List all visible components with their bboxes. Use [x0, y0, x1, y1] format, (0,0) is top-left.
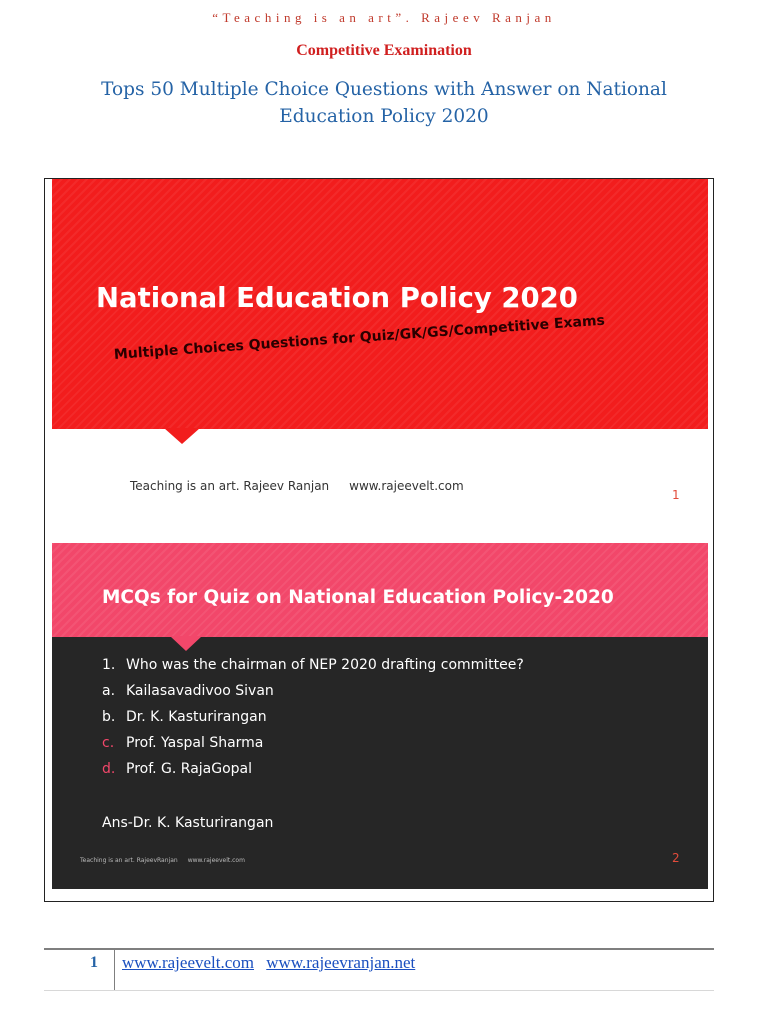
- slide-1: [52, 179, 708, 541]
- option-a: [102, 683, 274, 699]
- slide-1-subtitle: Multiple Choices Questions for Quiz/GK/GS/Competitive Exams: [113, 312, 606, 363]
- slide-2: [52, 543, 708, 889]
- option-text: Kailasavadivoo Sivan: [126, 683, 274, 699]
- footer-page-number: 1: [90, 954, 98, 971]
- option-c: [102, 735, 263, 751]
- option-marker: d.: [102, 761, 116, 777]
- slide-2-footer-site: www.rajeevelt.com: [187, 857, 245, 864]
- footer-divider-vertical: [114, 950, 115, 990]
- option-marker: a.: [102, 683, 116, 699]
- footer-link-rajeevranjan[interactable]: www.rajeevranjan.net: [266, 953, 416, 972]
- option-text: Prof. G. RajaGopal: [126, 761, 253, 777]
- slide-2-footer: [80, 857, 245, 864]
- slide-1-number: 1: [672, 488, 680, 502]
- option-text: Prof. Yaspal Sharma: [126, 735, 264, 751]
- slide-1-footer-text: Teaching is an art. Rajeev Ranjan: [130, 479, 330, 493]
- header-exam-label: Competitive Examination: [296, 42, 472, 59]
- footer-divider-top: [44, 948, 714, 950]
- footer-divider-bottom: [44, 990, 714, 991]
- option-text: Dr. K. Kasturirangan: [126, 709, 267, 725]
- header-quote: “Teaching is an art”. Rajeev Ranjan: [212, 10, 556, 25]
- answer-line: Ans-Dr. K. Kasturirangan: [102, 815, 274, 831]
- slide-1-footer: [130, 479, 464, 493]
- slide-1-footer-site: www.rajeevelt.com: [349, 479, 464, 493]
- question-marker: 1.: [102, 657, 116, 673]
- slides-frame: [44, 178, 714, 902]
- slide-2-banner-notch: [170, 636, 202, 651]
- question-text: Who was the chairman of NEP 2020 drafting committee?: [126, 657, 524, 673]
- question-line: [102, 657, 524, 673]
- footer-links: [122, 953, 423, 973]
- slide-2-title: MCQs for Quiz on National Education Policy-2020: [102, 587, 614, 608]
- page-title: Tops 50 Multiple Choice Questions with Answer on National Education Policy 2020: [101, 79, 667, 127]
- slide-1-banner-notch: [164, 428, 200, 444]
- option-d: [102, 761, 252, 777]
- option-marker: b.: [102, 709, 116, 725]
- option-marker: c.: [102, 735, 115, 751]
- footer-link-rajeevelt[interactable]: www.rajeevelt.com: [122, 953, 255, 972]
- option-b: [102, 709, 267, 725]
- slide-2-footer-text: Teaching is an art. RajeevRanjan: [80, 857, 178, 864]
- slide-1-title: National Education Policy 2020: [96, 282, 578, 314]
- slide-2-number: 2: [672, 851, 680, 865]
